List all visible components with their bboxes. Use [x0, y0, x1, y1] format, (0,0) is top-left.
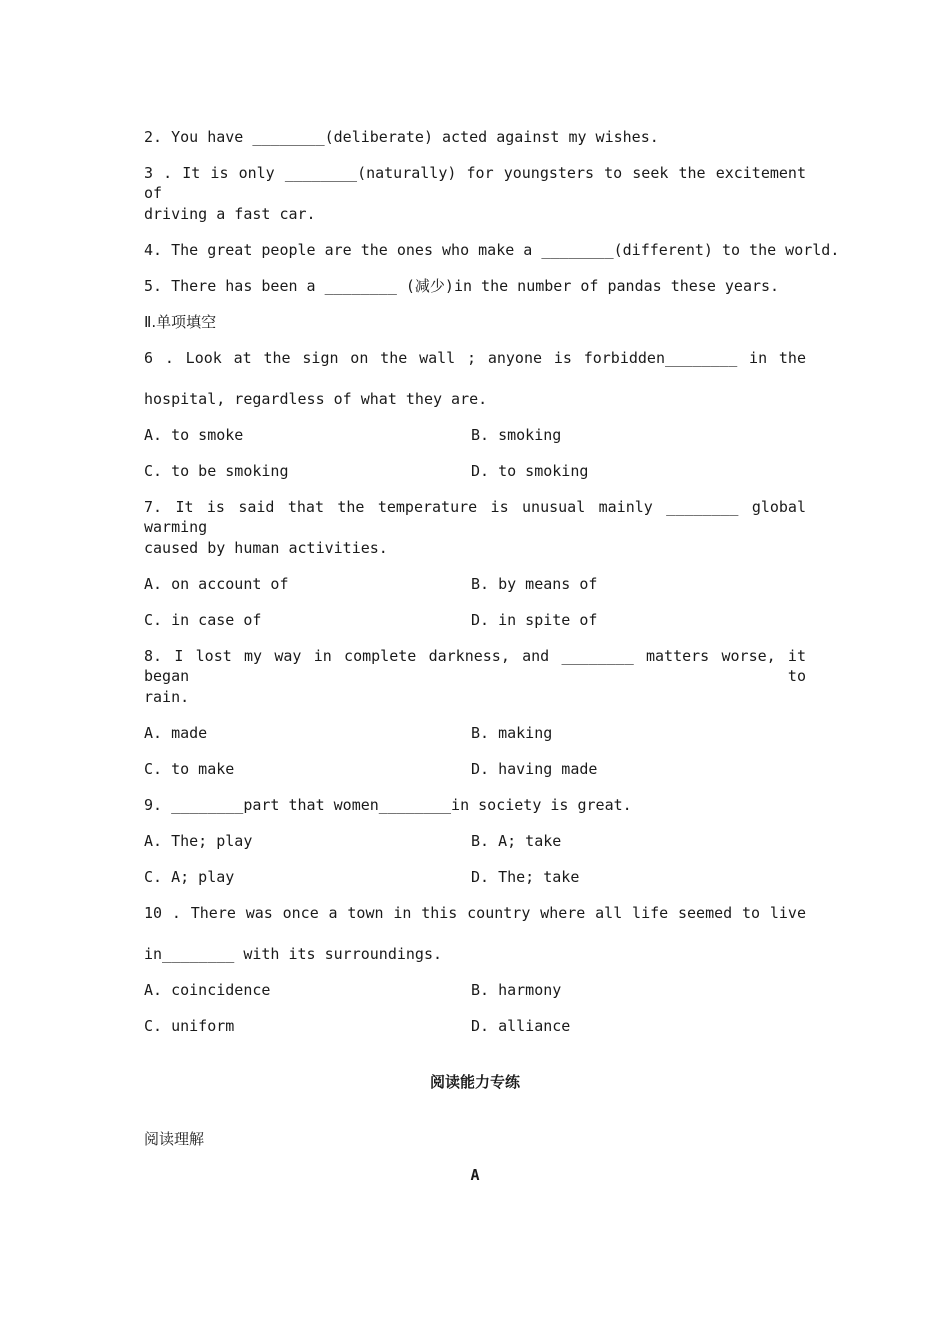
q10-option-c: C. uniform [144, 1017, 235, 1035]
q6-option-a: A. to smoke [144, 426, 244, 444]
question-6-line-2: hospital, regardless of what they are. [144, 390, 488, 408]
section-heading-2: Ⅱ.单项填空 [144, 313, 217, 331]
q7-option-a: A. on account of [144, 575, 289, 593]
question-5: 5. There has been a ________ (减少)in the number of pandas these years. [144, 277, 780, 295]
question-4: 4. The great people are the ones who make a ________(different) to the world. [144, 241, 840, 259]
question-6-line-1: 6 . Look at the sign on the wall ; anyone is forbidden________ in the [144, 349, 806, 367]
question-8-line-1: 8. I lost my way in complete darkness, and ________ matters worse, it began to [144, 647, 806, 685]
q10-option-b: B. harmony [471, 981, 562, 999]
q8-option-d: D. having made [471, 760, 598, 778]
question-3-line-2: driving a fast car. [144, 205, 316, 223]
q8-option-b: B. making [471, 724, 553, 742]
question-8-line-2: rain. [144, 688, 190, 706]
passage-label: A [470, 1166, 480, 1184]
q6-option-b: B. smoking [471, 426, 562, 444]
question-7-line-1: 7. It is said that the temperature is unusual mainly ________ global warming [144, 498, 806, 536]
reading-subheading: 阅读理解 [144, 1130, 205, 1148]
q6-option-c: C. to be smoking [144, 462, 289, 480]
question-7-line-2: caused by human activities. [144, 539, 388, 557]
question-10-line-1: 10 . There was once a town in this country where all life seemed to live [144, 904, 806, 922]
question-3-line-1: 3 . It is only ________(naturally) for youngsters to seek the excitement of [144, 164, 806, 202]
reading-section-title: 阅读能力专练 [429, 1073, 520, 1091]
q7-option-b: B. by means of [471, 575, 598, 593]
question-9: 9. ________part that women________in society is great. [144, 796, 632, 814]
q6-option-d: D. to smoking [471, 462, 589, 480]
q8-option-c: C. to make [144, 760, 235, 778]
question-2: 2. You have ________(deliberate) acted against my wishes. [144, 128, 659, 146]
q7-option-d: D. in spite of [471, 611, 598, 629]
q10-option-d: D. alliance [471, 1017, 571, 1035]
question-10-line-2: in________ with its surroundings. [144, 945, 443, 963]
q10-option-a: A. coincidence [144, 981, 271, 999]
q9-option-c: C. A; play [144, 868, 235, 886]
q9-option-b: B. A; take [471, 832, 562, 850]
q7-option-c: C. in case of [144, 611, 262, 629]
q9-option-d: D. The; take [471, 868, 580, 886]
q9-option-a: A. The; play [144, 832, 253, 850]
q8-option-a: A. made [144, 724, 208, 742]
